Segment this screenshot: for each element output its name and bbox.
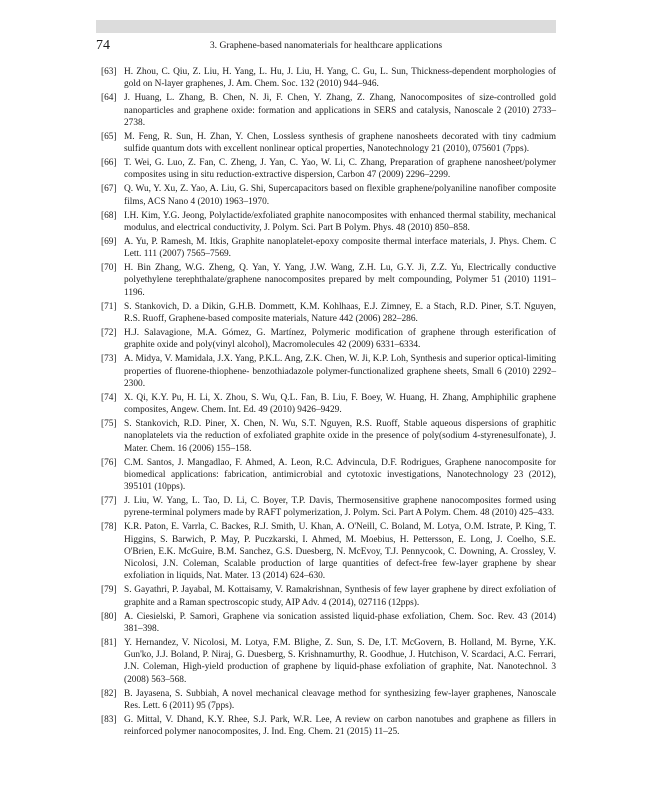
reference-number: [81]	[101, 637, 117, 648]
reference-text: S. Stankovich, R.D. Piner, X. Chen, N. Wu, S.T. Nguyen, R.S. Ruoff, Stable aqueous dispersions of graphitic nanoplatelets via the reduction of exfoliated graphite oxide in the presence of poly(sodium 4-styrenesulfonate), J. Mater. Chem. 16 (2006) 155–158.	[124, 419, 556, 454]
reference-text: H.J. Salavagione, M.A. Gómez, G. Martínez, Polymeric modification of graphene through esterification of graphite oxide and poly(vinyl alcohol), Macromolecules 42 (2009) 6331–6334.	[124, 328, 556, 351]
reference-item	[96, 584, 556, 608]
reference-number: [67]	[101, 184, 117, 195]
reference-number: [68]	[101, 210, 117, 221]
reference-text: Q. Wu, Y. Xu, Z. Yao, A. Liu, G. Shi, Supercapacitors based on flexible graphene/polyaniline nanofiber composite films, ACS Nano 4 (2010) 1963–1970.	[124, 184, 556, 207]
reference-text: Y. Hernandez, V. Nicolosi, M. Lotya, F.M. Blighe, Z. Sun, S. De, I.T. McGovern, B. Holland, M. Byrne, Y.K. Gun'ko, J.J. Boland, P. Niraj, G. Duesberg, S. Krishnamurthy, R. Goodhue, J. Hutchison, V. Scardaci, A.C. Ferrari, J.N. Coleman, High-yield production of graphene by liquid-phase exfoliation of graphite, Nat. Nanotechnol. 3 (2008) 563–568.	[124, 637, 556, 685]
reference-text: T. Wei, G. Luo, Z. Fan, C. Zheng, J. Yan, C. Yao, W. Li, C. Zhang, Preparation of graphene nanosheet/polymer composites using in situ reduction-extractive dispersion, Carbon 47 (2009) 2296–2299.	[124, 158, 556, 181]
reference-text: I.H. Kim, Y.G. Jeong, Polylactide/exfoliated graphite nanocomposites with enhanced thermal stability, mechanical modulus, and electrical conductivity, J. Polym. Sci. Part B Polym. Phys. 48 (2010) 850–858.	[124, 210, 556, 233]
reference-item	[96, 92, 556, 129]
reference-number: [64]	[101, 93, 117, 104]
reference-text: G. Mittal, V. Dhand, K.Y. Rhee, S.J. Park, W.R. Lee, A review on carbon nanotubes and graphene as fillers in reinforced polymer nanocomposites, J. Ind. Eng. Chem. 21 (2015) 11–25.	[124, 714, 556, 738]
reference-text: H. Zhou, C. Qiu, Z. Liu, H. Yang, L. Hu, J. Liu, H. Yang, C. Gu, L. Sun, Thickness-dependent morphologies of gold on N-layer graphenes, J. Am. Chem. Soc. 132 (2010) 944–946.	[124, 67, 556, 90]
page-header	[96, 37, 556, 55]
reference-text: A. Yu, P. Ramesh, M. Itkis, Graphite nanoplatelet-epoxy composite thermal interface materials, J. Phys. Chem. C Lett. 111 (2007) 7565–7569.	[124, 236, 556, 260]
reference-number: [74]	[101, 392, 117, 403]
reference-number: [83]	[101, 714, 117, 725]
reference-number: [79]	[101, 585, 117, 596]
reference-number: [70]	[101, 263, 117, 274]
reference-text: A. Midya, V. Mamidala, J.X. Yang, P.K.L. Ang, Z.K. Chen, W. Ji, K.P. Loh, Synthesis and superior optical-limiting properties of fluorene-thiophene- benzothiadazole polymer-functionalized graphene sheets, Small 6 (2010) 2292–2300.	[124, 354, 556, 389]
reference-number: [69]	[101, 236, 117, 247]
reference-item	[96, 131, 556, 155]
reference-item	[96, 327, 556, 351]
reference-item	[96, 495, 556, 519]
reference-item	[96, 714, 556, 738]
reference-item	[96, 418, 556, 455]
reference-text: X. Qi, K.Y. Pu, H. Li, X. Zhou, S. Wu, Q.L. Fan, B. Liu, F. Boey, W. Huang, H. Zhang, Amphiphilic graphene composites, Angew. Chem. Int. Ed. 49 (2010) 9426–9429.	[124, 392, 556, 416]
reference-number: [65]	[101, 131, 117, 142]
reference-item	[96, 157, 556, 181]
reference-item	[96, 521, 556, 582]
reference-text: J. Liu, W. Yang, L. Tao, D. Li, C. Boyer, T.P. Davis, Thermosensitive graphene nanocomposites formed using pyrene-terminal polymers made by RAFT polymerization, J. Polym. Sci. Part A Polym. Chem. 48 (2010) 425–433.	[124, 496, 556, 519]
reference-number: [66]	[101, 158, 117, 169]
reference-item	[96, 210, 556, 234]
reference-number: [63]	[101, 67, 117, 77]
reference-number: [71]	[101, 301, 117, 312]
reference-item	[96, 262, 556, 299]
reference-item	[96, 611, 556, 635]
reference-text: H. Bin Zhang, W.G. Zheng, Q. Yan, Y. Yang, J.W. Wang, Z.H. Lu, G.Y. Ji, Z.Z. Yu, Electrically conductive polyethylene terephthalate/graphene nanocomposites prepared by melt compounding, Polymer 51 (2010) 1191–1196.	[124, 263, 556, 298]
reference-item	[96, 236, 556, 260]
reference-number: [77]	[101, 496, 117, 507]
reference-text: S. Gayathri, P. Jayabal, M. Kottaisamy, V. Ramakrishnan, Synthesis of few layer graphene by direct exfoliation of graphite and a Raman spectroscopic study, AIP Adv. 4 (2014), 027116 (12pps).	[124, 585, 556, 608]
header-rule-bar	[96, 20, 556, 33]
reference-item	[96, 301, 556, 325]
running-title: 3. Graphene-based nanomaterials for healthcare applications	[209, 40, 443, 51]
reference-item	[96, 66, 556, 90]
reference-item	[96, 392, 556, 416]
reference-text: J. Huang, L. Zhang, B. Chen, N. Ji, F. Chen, Y. Zhang, Z. Zhang, Nanocomposites of size-controlled gold nanoparticles and graphene oxide: formation and applications in SERS and catalysis, Nanoscale 2 (2010) 2733–2738.	[124, 93, 556, 128]
reference-item	[96, 183, 556, 207]
reference-number: [78]	[101, 522, 117, 533]
reference-number: [72]	[101, 328, 117, 339]
reference-item	[96, 688, 556, 712]
reference-number: [82]	[101, 688, 117, 699]
reference-number: [73]	[101, 354, 117, 365]
reference-list	[96, 66, 556, 740]
reference-text: M. Feng, R. Sun, H. Zhan, Y. Chen, Lossless synthesis of graphene nanosheets decorated with tiny cadmium sulfide quantum dots with excellent nonlinear optical properties, Nanotechnology 21 (2010), 075601 (7pps).	[124, 131, 556, 154]
reference-text: K.R. Paton, E. Varrla, C. Backes, R.J. Smith, U. Khan, A. O'Neill, C. Boland, M. Lotya, O.M. Istrate, P. King, T. Higgins, S. Barwich, P. May, P. Puczkarski, I. Ahmed, M. Moebius, H. Pettersson, E. Long, J. Coelho, S.E. O'Brien, E.K. McGuire, B.M. Sanchez, G.S. Duesberg, N. McEvoy, T.J. Pennycook, C. Downing, A. Crossley, V. Nicolosi, J.N. Coleman, Scalable production of large quantities of defect-free few-layer graphene by shear exfoliation in liquids, Nat. Mater. 13 (2014) 624–630.	[124, 522, 556, 582]
reference-text: C.M. Santos, J. Mangadlao, F. Ahmed, A. Leon, R.C. Advincula, D.F. Rodrigues, Graphene nanocomposite for biomedical applications: fabrication, antimicrobial and cytotoxic investigations, Nanotechnology 23 (2012), 395101 (10pps).	[124, 457, 556, 493]
reference-text: B. Jayasena, S. Subbiah, A novel mechanical cleavage method for synthesizing few-layer graphenes, Nanoscale Res. Lett. 6 (2011) 95 (7pps).	[124, 688, 556, 711]
reference-number: [76]	[101, 457, 117, 468]
reference-text: A. Ciesielski, P. Samorì, Graphene via sonication assisted liquid-phase exfoliation, Chem. Soc. Rev. 43 (2014) 381–398.	[124, 611, 556, 634]
reference-number: [80]	[101, 611, 117, 622]
reference-item	[96, 353, 556, 390]
reference-item	[96, 457, 556, 494]
page-number: 74	[96, 38, 110, 53]
reference-number: [75]	[101, 419, 117, 430]
reference-text: S. Stankovich, D. a Dikin, G.H.B. Dommett, K.M. Kohlhaas, E.J. Zimney, E. a Stach, R.D. Piner, S.T. Nguyen, R.S. Ruoff, Graphene-based composite materials, Nature 442 (2006) 282–286.	[124, 301, 556, 324]
reference-item	[96, 637, 556, 686]
